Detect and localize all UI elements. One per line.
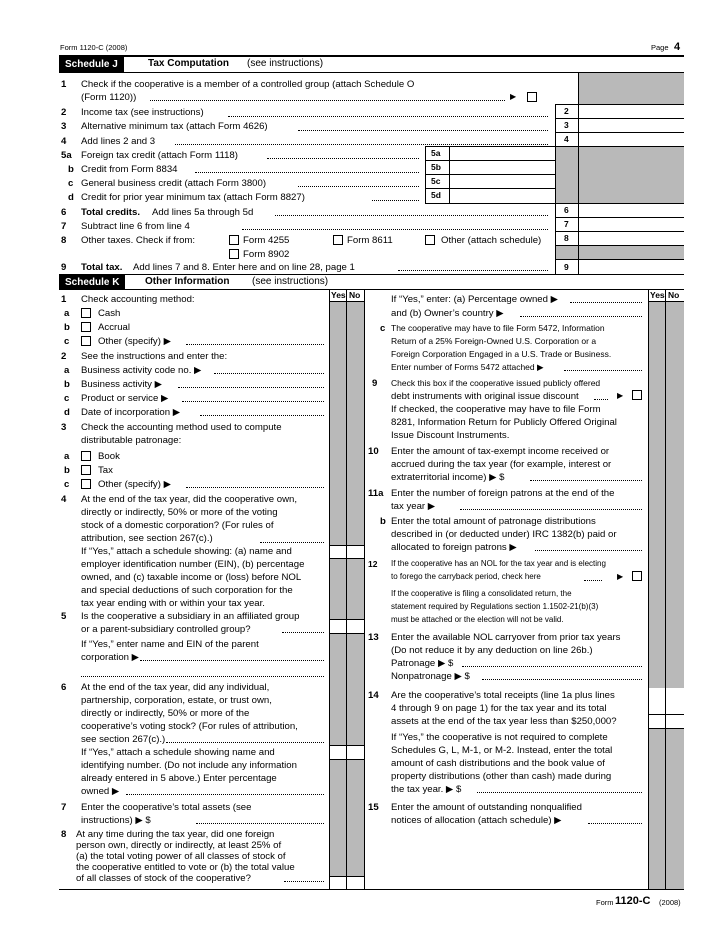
line-6-label: 6 bbox=[564, 205, 569, 215]
line-number: 7 bbox=[61, 802, 67, 813]
k-right-8c-2: Foreign Corporation Engaged in a U.S. Trade or Business. bbox=[391, 349, 612, 359]
k-right-12-4: must be attached or the election will not be valid. bbox=[391, 615, 564, 624]
gray-block bbox=[330, 558, 346, 619]
row-rule bbox=[555, 118, 684, 119]
no-header-left: No bbox=[349, 290, 361, 300]
page-number: 4 bbox=[674, 41, 681, 53]
footer-form-id: 1120-C bbox=[615, 895, 651, 907]
k-right-12-1: to forego the carryback period, check here bbox=[391, 572, 541, 581]
leader-dots bbox=[242, 229, 548, 230]
accrual-label: Accrual bbox=[98, 322, 130, 333]
form-id-header: Form 1120-C (2008) bbox=[60, 43, 128, 52]
tax-label: Tax bbox=[98, 465, 113, 476]
k-right-9-1: debt instruments with original issue discount bbox=[391, 391, 579, 402]
row-rule bbox=[329, 619, 365, 620]
gray-block bbox=[330, 301, 346, 545]
line-number: 1 bbox=[61, 79, 67, 90]
oid-checkbox[interactable] bbox=[632, 390, 642, 400]
k-right-8c-1: Return of a 25% Foreign-Owned U.S. Corporation or a bbox=[391, 336, 597, 346]
gray-block bbox=[347, 633, 364, 745]
k-line-7-0: Enter the cooperative’s total assets (see bbox=[81, 802, 252, 813]
k-right-15-1: notices of allocation (attach schedule) ▶ bbox=[391, 815, 562, 826]
line-number: 12 bbox=[368, 559, 378, 569]
row-rule bbox=[555, 104, 684, 105]
line-number: d bbox=[64, 407, 70, 418]
footer-form-label: Form bbox=[596, 898, 614, 907]
leader-dots bbox=[275, 215, 548, 216]
k-line-1: Check accounting method: bbox=[81, 294, 195, 305]
k-line-5-3: corporation ▶ bbox=[81, 652, 140, 663]
accrual-checkbox[interactable] bbox=[81, 322, 91, 332]
line-2-text: Income tax (see instructions) bbox=[81, 107, 204, 118]
page-label: Page bbox=[651, 43, 669, 52]
parent-corp-input[interactable] bbox=[140, 660, 324, 661]
k-line-4-6: owned, and (c) taxable income or (loss) before NOL bbox=[81, 572, 302, 583]
col-rule bbox=[364, 289, 365, 890]
row-rule bbox=[555, 245, 684, 246]
line-5c-text: General business credit (attach Form 3800) bbox=[81, 178, 267, 189]
nonpatronage-nol-input[interactable] bbox=[482, 679, 642, 680]
line-number: 14 bbox=[368, 690, 379, 701]
k-right-9-2: If checked, the cooperative may have to file Form bbox=[391, 404, 601, 415]
leader-dots bbox=[150, 100, 505, 101]
line-5b-label: 5b bbox=[431, 162, 441, 172]
schedule-k-title-note: (see instructions) bbox=[252, 276, 329, 287]
k-right-14-1: 4 through 9 on page 1) for the tax year and its total bbox=[391, 703, 607, 714]
k-line-6-2: directly or indirectly, 50% or more of the bbox=[81, 708, 250, 719]
k-right-14-4: Schedules G, L, M-1, or M-2. Instead, enter the total bbox=[391, 745, 613, 756]
k-line-7-1: instructions) ▶ $ bbox=[81, 815, 151, 826]
line-number: c bbox=[64, 479, 70, 490]
row-rule bbox=[329, 876, 365, 877]
k-line-3b: distributable patronage: bbox=[81, 435, 182, 446]
owner-country-input[interactable] bbox=[520, 316, 642, 317]
line-number: 2 bbox=[61, 107, 67, 118]
k-right-10-2: extraterritorial income) ▶ $ bbox=[391, 472, 505, 483]
row-rule bbox=[555, 231, 684, 232]
line-3-text: Alternative minimum tax (attach Form 4626) bbox=[81, 121, 268, 132]
gray-block bbox=[347, 759, 364, 876]
line-number: 7 bbox=[61, 221, 67, 232]
k-line-4-5: employer identification number (EIN), (b) percentage bbox=[81, 559, 305, 570]
business-code-input[interactable] bbox=[214, 373, 324, 374]
row-rule bbox=[648, 714, 684, 715]
nonqualified-notices-input[interactable] bbox=[588, 823, 642, 824]
k-right-11a-0: Enter the number of foreign patrons at the end of the bbox=[391, 488, 615, 499]
controlled-group-checkbox[interactable] bbox=[527, 92, 537, 102]
distributions-input[interactable] bbox=[477, 792, 642, 793]
line-8-label: 8 bbox=[564, 233, 569, 243]
row-rule bbox=[329, 558, 365, 559]
other-patronage-checkbox[interactable] bbox=[81, 479, 91, 489]
k-line-8-2: (a) the total voting power of all classes of stock of bbox=[76, 851, 286, 862]
line-number: c bbox=[68, 178, 74, 189]
leader-dots bbox=[398, 270, 548, 271]
row-rule bbox=[648, 728, 684, 729]
schedule-j-bottom-rule bbox=[59, 274, 684, 275]
row-rule bbox=[329, 633, 365, 634]
leader-dots bbox=[372, 200, 419, 201]
k-line-5-2: If “Yes,” enter name and EIN of the parent bbox=[81, 639, 259, 650]
gray-block bbox=[666, 728, 684, 890]
line-number: 6 bbox=[61, 207, 67, 218]
no-header-right: No bbox=[668, 290, 680, 300]
k-right-14-7: the tax year. ▶ $ bbox=[391, 784, 462, 795]
gray-block bbox=[578, 73, 684, 104]
line-number: 8 bbox=[61, 235, 67, 246]
product-service-input[interactable] bbox=[182, 401, 324, 402]
cash-label: Cash bbox=[98, 308, 121, 319]
row-rule bbox=[425, 174, 555, 175]
k-line-4-7: and special deductions of such corporation for the bbox=[81, 585, 293, 596]
gray-block bbox=[347, 558, 364, 619]
row-rule bbox=[555, 132, 684, 133]
k-line-4-1: directly or indirectly, 50% or more of the voting bbox=[81, 507, 278, 518]
other-attach-label: Other (attach schedule) bbox=[441, 235, 542, 246]
line-5a-text: Foreign tax credit (attach Form 1118) bbox=[81, 150, 238, 161]
top-rule bbox=[59, 55, 684, 57]
gray-block bbox=[330, 633, 346, 745]
line-4-label: 4 bbox=[564, 134, 569, 144]
nol-election-checkbox[interactable] bbox=[632, 571, 642, 581]
row-rule bbox=[329, 759, 365, 760]
leader-dots bbox=[594, 399, 608, 400]
line-number: 9 bbox=[61, 262, 67, 273]
line-number: 3 bbox=[61, 121, 67, 132]
schedule-j-title: Tax Computation bbox=[148, 58, 229, 69]
k-right-13-1: (Do not reduce it by any deduction on line 26b.) bbox=[391, 645, 593, 656]
line-9-label: 9 bbox=[564, 262, 569, 272]
k-line-6-7: already entered in 5 above.) Enter percentage bbox=[81, 773, 277, 784]
line-number: 6 bbox=[61, 682, 67, 693]
line-number: 9 bbox=[372, 378, 378, 389]
line-number: c bbox=[380, 323, 386, 334]
k-line-4-2: stock of a domestic corporation? (For rules of bbox=[81, 520, 274, 531]
leader-dots bbox=[584, 580, 602, 581]
line-4-text: Add lines 2 and 3 bbox=[81, 136, 156, 147]
line-number: 15 bbox=[368, 802, 379, 813]
patronage-nol-input[interactable] bbox=[462, 666, 642, 667]
line-number: b bbox=[64, 322, 70, 333]
k-line-2c: Product or service ▶ bbox=[81, 393, 169, 404]
col-rule bbox=[555, 104, 556, 274]
k-right-9-3: 8281, Information Return for Publicly Offered Original bbox=[391, 417, 617, 428]
line-number: b bbox=[68, 164, 74, 175]
line-5d-label: 5d bbox=[431, 190, 441, 200]
gray-block bbox=[555, 245, 578, 259]
k-line-6-0: At the end of the tax year, did any individual, bbox=[81, 682, 270, 693]
k-line-8-0: At any time during the tax year, did one foreign bbox=[76, 829, 275, 840]
line-5d-text: Credit for prior year minimum tax (attach Form 8827) bbox=[81, 192, 305, 203]
k-line-4-3: attribution, see section 267(c).) bbox=[81, 533, 213, 544]
k-line-2b: Business activity ▶ bbox=[81, 379, 162, 390]
k-right-11b-1: described in (or deducted under) IRC 1382(b) paid or bbox=[391, 529, 617, 540]
gray-block bbox=[347, 301, 364, 545]
k-line-5-0: Is the cooperative a subsidiary in an affiliated group bbox=[81, 611, 300, 622]
gray-block bbox=[555, 146, 578, 203]
k-right-8b: and (b) Owner’s country ▶ bbox=[391, 308, 504, 319]
form-8902-checkbox[interactable] bbox=[229, 249, 239, 259]
line-7-label: 7 bbox=[564, 219, 569, 229]
foreign-patrons-input[interactable] bbox=[460, 509, 642, 510]
other-patronage-label: Other (specify) ▶ bbox=[98, 479, 171, 490]
k-line-6-1: partnership, corporation, estate, or trust own, bbox=[81, 695, 272, 706]
line-2-label: 2 bbox=[564, 106, 569, 116]
line-9-text: Total tax. bbox=[81, 262, 123, 273]
schedule-j-tab: Schedule J bbox=[59, 57, 124, 72]
schedule-k-tab: Schedule K bbox=[59, 275, 125, 290]
form-4255-checkbox[interactable] bbox=[229, 235, 239, 245]
other-method-input[interactable] bbox=[186, 344, 324, 345]
form-4255-label: Form 4255 bbox=[243, 235, 290, 246]
line-number: 4 bbox=[61, 136, 67, 147]
k-right-15-0: Enter the amount of outstanding nonqualified bbox=[391, 802, 582, 813]
line-5a-label: 5a bbox=[431, 148, 441, 158]
footer-year: (2008) bbox=[659, 898, 681, 907]
k-line-2a: Business activity code no. ▶ bbox=[81, 365, 202, 376]
row-rule bbox=[329, 545, 365, 546]
total-assets-input[interactable] bbox=[196, 823, 324, 824]
k-line-4-0: At the end of the tax year, did the cooperative own, bbox=[81, 494, 297, 505]
line-7-text: Subtract line 6 from line 4 bbox=[81, 221, 190, 232]
line-6-text2: Add lines 5a through 5d bbox=[152, 207, 254, 218]
k-line-6-3: cooperative’s voting stock? (For rules of attribution, bbox=[81, 721, 298, 732]
k-line-8-3: the cooperative entitled to vote or (b) the total value bbox=[76, 862, 295, 873]
other-attach-checkbox[interactable] bbox=[425, 235, 435, 245]
other-method-label: Other (specify) ▶ bbox=[98, 336, 171, 347]
tax-exempt-income-input[interactable] bbox=[530, 480, 642, 481]
patronage-distributions-input[interactable] bbox=[535, 550, 642, 551]
k-right-12-0: If the cooperative has an NOL for the tax year and is electing bbox=[391, 559, 606, 568]
gray-block bbox=[649, 301, 665, 688]
line-5b-text: Credit from Form 8834 bbox=[81, 164, 178, 175]
k-right-13-2: Patronage ▶ $ bbox=[391, 658, 454, 669]
schedule-k-title: Other Information bbox=[145, 276, 230, 287]
yes-header-left: Yes bbox=[331, 290, 346, 300]
k-line-5-1: or a parent-subsidiary controlled group? bbox=[81, 624, 251, 635]
tax-checkbox[interactable] bbox=[81, 465, 91, 475]
book-label: Book bbox=[98, 451, 120, 462]
line-number: c bbox=[64, 336, 70, 347]
leader-dots bbox=[175, 144, 548, 145]
k-right-14-0: Are the cooperative’s total receipts (line 1a plus lines bbox=[391, 690, 615, 701]
leader-dots bbox=[298, 130, 548, 131]
line-number: a bbox=[64, 308, 70, 319]
k-right-10-0: Enter the amount of tax-exempt income received or bbox=[391, 446, 610, 457]
leader-dots bbox=[260, 542, 324, 543]
parent-corp-input-2[interactable] bbox=[81, 676, 324, 677]
k-line-6-4: see section 267(c).) bbox=[81, 734, 166, 745]
other-method-checkbox[interactable] bbox=[81, 336, 91, 346]
line-number: 4 bbox=[61, 494, 67, 505]
k-right-14-2: assets at the end of the tax year less than $250,000? bbox=[391, 716, 617, 727]
line-number: d bbox=[68, 192, 74, 203]
leader-dots bbox=[195, 172, 419, 173]
k-right-14-3: If “Yes,” the cooperative is not required to complete bbox=[391, 732, 608, 743]
line-number: 5a bbox=[61, 150, 72, 161]
line-number: 10 bbox=[368, 446, 379, 457]
k-right-9-0: Check this box if the cooperative issued publicly offered bbox=[391, 378, 601, 388]
row-rule bbox=[425, 160, 555, 161]
gray-block bbox=[578, 146, 684, 203]
line-number: 11a bbox=[368, 488, 384, 499]
k-line-8-1: person own, directly or indirectly, at least 25% of bbox=[76, 840, 282, 851]
form-8902-label: Form 8902 bbox=[243, 249, 290, 260]
percentage-owned-input[interactable] bbox=[126, 794, 324, 795]
leader-dots bbox=[166, 742, 324, 743]
line-number: b bbox=[64, 465, 70, 476]
k-line-6-8: owned ▶ bbox=[81, 786, 120, 797]
row-rule bbox=[555, 259, 684, 260]
leader-dots bbox=[284, 881, 324, 882]
k-right-13-0: Enter the available NOL carryover from prior tax years bbox=[391, 632, 621, 643]
row-rule bbox=[425, 188, 555, 189]
k-right-11b-0: Enter the total amount of patronage distributions bbox=[391, 516, 596, 527]
k-right-12-2: If the cooperative is filing a consolidated return, the bbox=[391, 589, 572, 598]
schedule-j-title-note: (see instructions) bbox=[247, 58, 324, 69]
gray-block bbox=[649, 728, 665, 890]
k-right-14-5: amount of cash distributions and the book value of bbox=[391, 758, 605, 769]
gray-block bbox=[666, 301, 684, 688]
row-rule bbox=[425, 146, 684, 147]
line-number: c bbox=[64, 393, 70, 404]
k-right-8c-3: Enter number of Forms 5472 attached ▶ bbox=[391, 362, 544, 372]
form-8611-label: Form 8611 bbox=[347, 235, 393, 246]
forms-5472-input[interactable] bbox=[564, 370, 642, 371]
line-1-text2: (Form 1120)) bbox=[81, 92, 137, 103]
row-rule bbox=[648, 301, 684, 302]
date-incorporation-input[interactable] bbox=[200, 415, 324, 416]
k-right-12-3: statement required by Regulations section 1.1502-21(b)(3) bbox=[391, 602, 599, 611]
percentage-owned-foreign-input[interactable] bbox=[570, 302, 642, 303]
k-line-4-8: tax year ending with or within your tax year. bbox=[81, 598, 265, 609]
line-number: 13 bbox=[368, 632, 379, 643]
arrow-icon: ▶ bbox=[510, 92, 517, 101]
row-rule bbox=[425, 203, 684, 204]
leader-dots bbox=[228, 116, 548, 117]
line-number: a bbox=[64, 365, 70, 376]
line-3-label: 3 bbox=[564, 120, 569, 130]
k-line-2d: Date of incorporation ▶ bbox=[81, 407, 181, 418]
gray-block bbox=[578, 245, 684, 259]
k-line-6-6: identifying number. (Do not include any information bbox=[81, 760, 297, 771]
line-5c-label: 5c bbox=[431, 176, 441, 186]
line-number: 2 bbox=[61, 351, 67, 362]
business-activity-input[interactable] bbox=[178, 387, 324, 388]
book-checkbox[interactable] bbox=[81, 451, 91, 461]
leader-dots bbox=[282, 632, 324, 633]
k-right-8c-0: The cooperative may have to file Form 5472, Information bbox=[391, 323, 605, 333]
k-line-6-5: If “Yes,” attach a schedule showing name and bbox=[81, 747, 275, 758]
k-line-3a: Check the accounting method used to compute bbox=[81, 422, 282, 433]
arrow-icon: ▶ bbox=[617, 391, 624, 400]
line-8-text: Other taxes. Check if from: bbox=[81, 235, 196, 246]
bottom-rule bbox=[59, 889, 684, 890]
row-rule bbox=[555, 217, 684, 218]
k-right-14-6: property distributions (other than cash) made during bbox=[391, 771, 612, 782]
line-number: 5 bbox=[61, 611, 67, 622]
line-number: a bbox=[64, 451, 70, 462]
schedule-k-rule bbox=[59, 289, 684, 290]
k-right-8a: If “Yes,” enter: (a) Percentage owned ▶ bbox=[391, 294, 559, 305]
k-line-4-4: If “Yes,” attach a schedule showing: (a) name and bbox=[81, 546, 292, 557]
row-rule bbox=[329, 301, 365, 302]
other-patronage-input[interactable] bbox=[186, 487, 324, 488]
k-line-8-4: of all classes of stock of the cooperative? bbox=[76, 873, 251, 884]
k-right-10-1: accrued during the tax year (for example, interest or bbox=[391, 459, 612, 470]
k-right-13-3: Nonpatronage ▶ $ bbox=[391, 671, 470, 682]
line-6-text: Total credits. bbox=[81, 207, 140, 218]
line-number: b bbox=[64, 379, 70, 390]
line-number: b bbox=[380, 516, 386, 527]
leader-dots bbox=[267, 158, 419, 159]
cash-checkbox[interactable] bbox=[81, 308, 91, 318]
k-right-11b-2: allocated to foreign patrons ▶ bbox=[391, 542, 517, 553]
gray-block bbox=[330, 759, 346, 876]
line-number: 8 bbox=[61, 829, 67, 840]
k-line-2: See the instructions and enter the: bbox=[81, 351, 228, 362]
k-right-9-4: Issue Discount Instruments. bbox=[391, 430, 510, 441]
k-right-11a-1: tax year ▶ bbox=[391, 501, 436, 512]
line-1-text: Check if the cooperative is a member of a controlled group (attach Schedule O bbox=[81, 79, 415, 90]
line-number: 1 bbox=[61, 294, 67, 305]
row-rule bbox=[329, 745, 365, 746]
form-8611-checkbox[interactable] bbox=[333, 235, 343, 245]
yes-header-right: Yes bbox=[650, 290, 665, 300]
line-number: 3 bbox=[61, 422, 67, 433]
leader-dots bbox=[298, 186, 419, 187]
arrow-icon: ▶ bbox=[617, 572, 624, 581]
line-9-text2: Add lines 7 and 8. Enter here and on line 28, page 1 bbox=[133, 262, 355, 273]
